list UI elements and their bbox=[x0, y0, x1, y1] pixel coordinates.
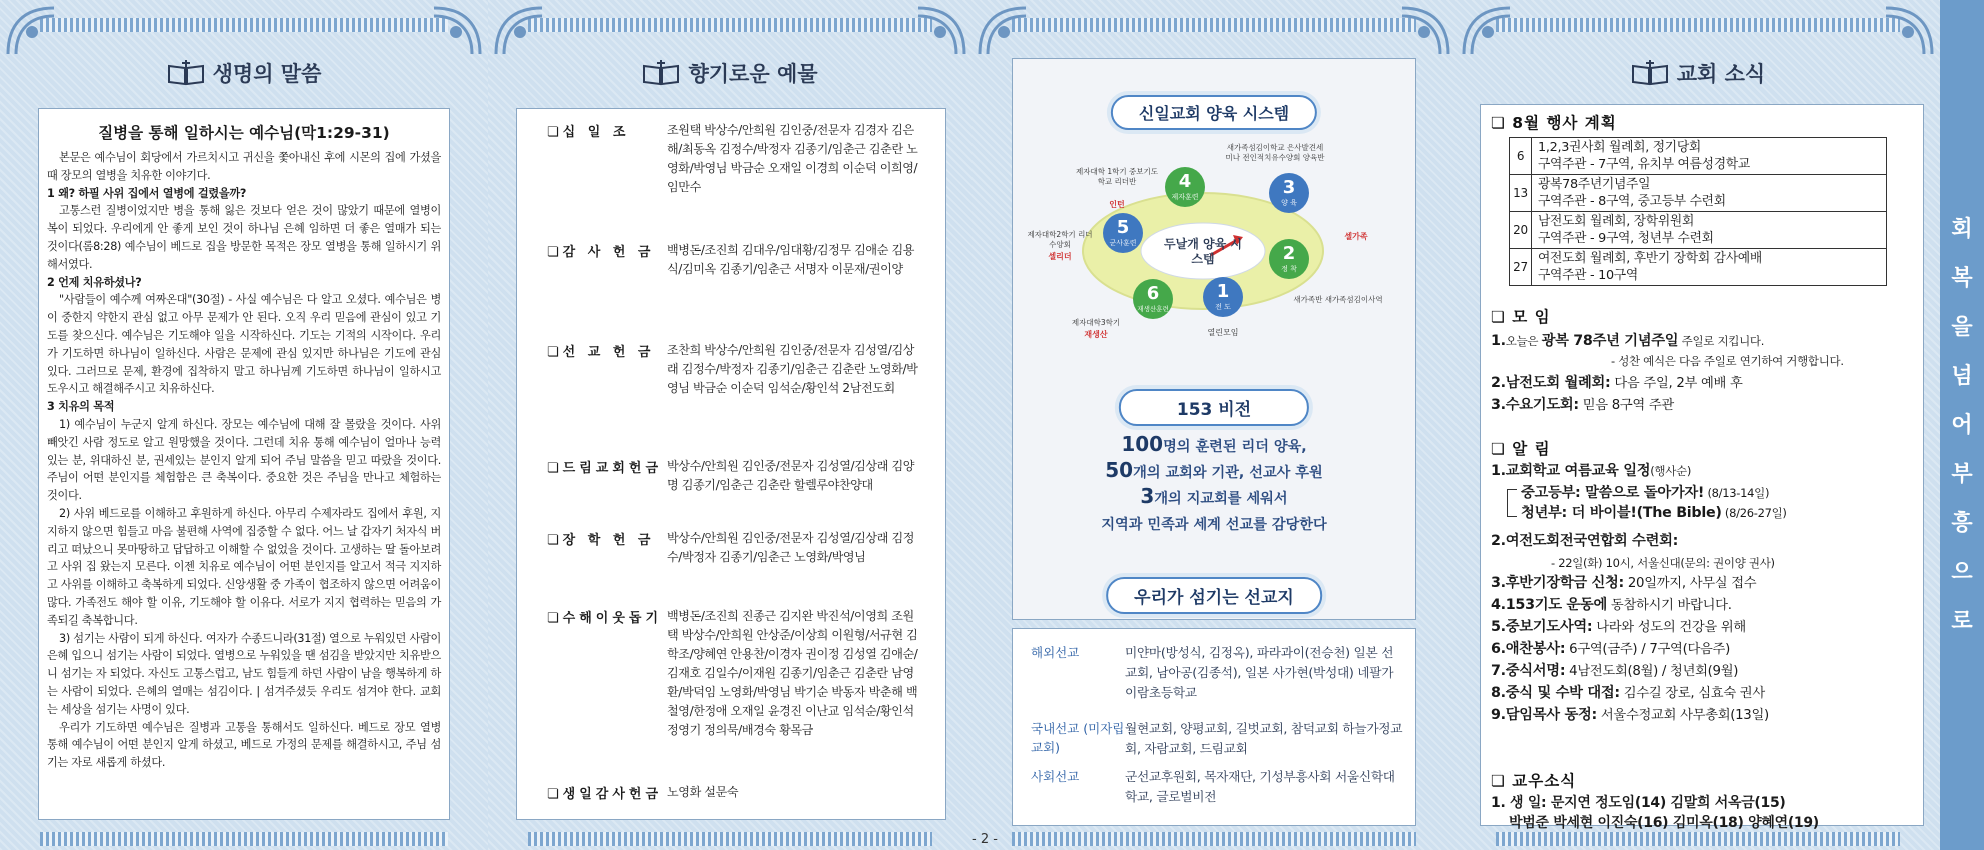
panel-title-text: 향기로운 예물 bbox=[688, 62, 818, 86]
vision-title: 153 비전 bbox=[1119, 389, 1309, 426]
panel-title-text: 생명의 말씀 bbox=[212, 62, 322, 86]
meeting-part: 남전도회 월례회: bbox=[1505, 375, 1611, 391]
panel-title-text: 교회 소식 bbox=[1676, 62, 1766, 86]
event-row bbox=[1510, 212, 1887, 249]
sermon-paragraph: 고통스런 질병이었지만 병을 통해 잃은 것보다 얻은 것이 많았기 때문에 열병이 복이 되었다. 우리에게 안 좋게 보인 것이 하나님 은혜 임하면 더 좋은 열매가 되는 것이다(롬8:28) 예수님이 베드로 집을 방문한 목적은 장모 열병을 통해 일하시기 위해서였다. bbox=[47, 204, 441, 271]
event-day: 6 bbox=[1510, 138, 1532, 175]
staff-heading: ❏ 교우소식 bbox=[1491, 772, 1577, 790]
step-name: 군사훈련 bbox=[1109, 239, 1137, 247]
side-banner-char: 흥 bbox=[1951, 510, 1973, 536]
events-heading: ❏ 8월 행사 계획 bbox=[1491, 114, 1617, 132]
offering-label: ❏십 일 조 bbox=[547, 125, 630, 140]
bible-icon bbox=[642, 60, 680, 86]
bible-icon bbox=[1631, 60, 1669, 86]
vision-text-part: 개의 지교회를 세워서 bbox=[1154, 491, 1288, 507]
notice-title: 5.중보기도사역: bbox=[1491, 619, 1593, 635]
vision-number: 100 bbox=[1121, 432, 1164, 456]
offering-row bbox=[547, 607, 925, 740]
notice-detail: 4남전도회(8월) / 청년회(9월) bbox=[1565, 664, 1739, 679]
caption-step5: 제자대학2학기 리더수양회 bbox=[1027, 230, 1093, 249]
panel-church-news bbox=[1456, 0, 1940, 850]
offering-row bbox=[547, 529, 925, 567]
vision-text bbox=[1013, 433, 1415, 537]
vision-text-part: 개의 교회와 기관, 선교사 후원 bbox=[1133, 465, 1323, 481]
notice-detail: 나라와 성도의 건강을 위해 bbox=[1592, 620, 1746, 635]
event-line: 1,2,3권사회 월례회, 정기당회 bbox=[1538, 140, 1701, 155]
event-line: 구역주관 - 8구역, 중고등부 수련회 bbox=[1538, 194, 1726, 209]
meeting-part: 3. bbox=[1491, 397, 1506, 413]
events-table bbox=[1509, 137, 1887, 286]
meeting-part: 수요기도회: bbox=[1505, 397, 1579, 413]
meeting-part: 주일로 지킵니다. bbox=[1678, 334, 1765, 348]
sermon-section-heading: 3 치유의 목적 bbox=[47, 400, 115, 414]
offering-label: ❏감 사 헌 금 bbox=[547, 245, 655, 260]
offering-names: 노영화 설문숙 bbox=[667, 785, 739, 799]
sermon-body bbox=[47, 149, 441, 772]
step-number: 6 bbox=[1146, 283, 1160, 304]
system-title: 신일교회 양육 시스템 bbox=[1111, 95, 1317, 130]
sermon-paragraph: 1) 예수님이 누군지 알게 하신다. 장모는 예수님에 대해 잘 몰랐을 것이다. 사위 빼앗긴 사람 정도로 알고 원망했을 것이다. 그런데 치유 통해 예수님이 얼마나 능력있는 분, 위대하신 분, 권세있는 분인지 알게 되어 주님 말씀을 믿고 따랐을 것이다. 주님이 어떤 분인지를 체험함은 큰 축복이다. 중요한 것은 주님을 만나고 체험하는 것이다. bbox=[47, 417, 441, 503]
panel-word-of-life bbox=[0, 0, 488, 850]
side-banner-char: 회 bbox=[1951, 216, 1973, 242]
step-number: 1 bbox=[1216, 281, 1230, 302]
vision-text-part: 지역과 민족과 세계 선교를 감당한다 bbox=[1101, 517, 1327, 533]
side-banner bbox=[1940, 0, 1984, 850]
notice-line bbox=[1491, 661, 1738, 682]
offering-names: 조찬희 박상수/안희원 김인중/전문자 김성열/김상래 김정수/박정자 김종기/임춘근 김춘란 노영화/박영님 박금순 이순덕 임석순/황인석 2남전도회 bbox=[667, 343, 918, 395]
notice-title: 청년부: 더 바이블!(The Bible) bbox=[1521, 505, 1722, 521]
meeting-part: 2. bbox=[1491, 375, 1506, 391]
event-day: 20 bbox=[1510, 212, 1532, 249]
notice-title: 1.교회학교 여름교육 일정 bbox=[1491, 463, 1651, 479]
notice-detail: (8/13-14일) bbox=[1704, 486, 1770, 500]
event-line: 구역주관 - 10구역 bbox=[1538, 268, 1638, 283]
step-1 bbox=[1203, 282, 1243, 312]
notice-line bbox=[1521, 483, 1769, 504]
meeting-part: 오늘은 bbox=[1505, 334, 1542, 348]
offering-names: 박상수/안희원 김인중/전문자 김성열/김상래 김정수/박정자 김종기/임춘근 노영화/박영님 bbox=[667, 531, 915, 564]
step-2 bbox=[1269, 244, 1309, 274]
caption-step1: 열린모임 bbox=[1207, 328, 1239, 337]
event-line: 여전도회 월례회, 후반기 장학회 감사예배 bbox=[1538, 251, 1762, 266]
panel-title bbox=[488, 58, 972, 88]
offering-row bbox=[547, 121, 925, 197]
offering-label: ❏수해이웃돕기 bbox=[547, 611, 663, 626]
meeting-line bbox=[1491, 373, 1743, 394]
offering-row bbox=[547, 457, 925, 495]
notice-line bbox=[1491, 573, 1756, 594]
side-banner-char: 로 bbox=[1951, 608, 1973, 634]
vision-line bbox=[1013, 485, 1415, 511]
notice-line bbox=[1491, 639, 1730, 660]
mission-title: 우리가 섬기는 선교지 bbox=[1106, 577, 1322, 614]
page-number: - 2 - bbox=[972, 832, 998, 847]
corner-ornament bbox=[976, 4, 1030, 58]
corner-ornament bbox=[1460, 4, 1514, 58]
vision-line bbox=[1013, 433, 1415, 459]
step-name: 정 착 bbox=[1281, 265, 1297, 273]
corner-ornament bbox=[430, 4, 484, 58]
side-banner-char: 넘 bbox=[1951, 363, 1973, 389]
offering-names: 박상수/안희원 김인중/전문자 김성열/김상래 김양명 김종기/임춘근 김춘란 할렐루야찬양대 bbox=[667, 459, 915, 492]
mission-list: 월현교회, 양평교회, 길벗교회, 참덕교회 하늘가정교회, 자람교회, 드림교회 bbox=[1125, 721, 1403, 756]
event-detail bbox=[1532, 249, 1887, 286]
notice-title: 8.중식 및 수박 대접: bbox=[1491, 685, 1620, 701]
notice-detail: (행사순) bbox=[1650, 464, 1692, 478]
mission-box bbox=[1012, 628, 1416, 826]
notice-detail: 김수길 장로, 심효숙 권사 bbox=[1619, 686, 1765, 701]
mission-list: 군선교후원회, 목자재단, 기성부흥사회 서울신학대학교, 글로벌비전 bbox=[1125, 769, 1395, 804]
panel-discipleship bbox=[972, 0, 1456, 850]
step-name: 전 도 bbox=[1215, 303, 1231, 311]
notice-title: 9.담임목사 동정: bbox=[1491, 707, 1597, 723]
caption-step6: 제자대학3학기 bbox=[1071, 318, 1121, 327]
mission-row bbox=[1031, 643, 1405, 703]
notice-title: 2.여전도회전국연합회 수련회: bbox=[1491, 533, 1679, 549]
offering-row bbox=[547, 341, 925, 398]
notice-line bbox=[1551, 553, 1775, 573]
side-banner-char: 복 bbox=[1951, 265, 1973, 291]
meeting-part: 1. bbox=[1491, 333, 1506, 349]
notice-line bbox=[1491, 531, 1678, 552]
meeting-part: 광복 78주년 기념주일 bbox=[1541, 333, 1679, 349]
mission-row bbox=[1031, 767, 1405, 807]
notice-line bbox=[1521, 503, 1787, 524]
notice-detail: (8/26-27일) bbox=[1721, 506, 1787, 520]
corner-ornament bbox=[492, 4, 546, 58]
sermon-paragraph: 우리가 기도하면 예수님은 질병과 고통을 통해서도 일하신다. 베드로 장모 열병 통해 예수님이 어떤 분인지 알게 하셨고, 베드로 가정의 문제를 해결하시고, 주님 섬기는 자로 새롭게 하셨다. bbox=[47, 720, 441, 770]
meeting-part: - 성찬 예식은 다음 주일로 연기하여 거행합니다. bbox=[1611, 354, 1844, 368]
notices-heading: ❏ 알 림 bbox=[1491, 440, 1551, 458]
bracket-decoration bbox=[1507, 489, 1517, 517]
sermon-paragraph: "사람들이 예수께 여짜온대"(30절) - 사실 예수님은 다 알고 오셨다. 예수님은 병이 중한지 약한지 관심 없고 아무 문제가 안 된다. 오직 우리 믿음에 관심이 있고 기도를 찾으신다. 예수님은 기도해야 일을 시작하신다. 기도는 기적의 시작이다. 우리가 기도하면 하나님이 일하신다. 사람은 문제에 관심 있지만 하나님은 기도에 관심 있다. 그러므로 문제, 환경에 집착하지 말고 하나님께 기도하면 하나님이 일하시고 도우시고 해결해주시고 치유하신다. bbox=[47, 293, 441, 396]
corner-ornament bbox=[914, 4, 968, 58]
notice-title: 7.중식서명: bbox=[1491, 663, 1566, 679]
vision-line bbox=[1013, 511, 1415, 537]
notice-line bbox=[1491, 705, 1769, 726]
mission-category: 국내선교 (미자립교회) bbox=[1031, 721, 1125, 755]
vision-line bbox=[1013, 459, 1415, 485]
caption-step5-role: 셀리더 bbox=[1048, 252, 1072, 261]
step-6 bbox=[1133, 284, 1173, 313]
corner-ornament bbox=[1882, 4, 1936, 58]
event-day: 27 bbox=[1510, 249, 1532, 286]
step-5 bbox=[1103, 218, 1143, 248]
offering-row bbox=[547, 783, 925, 802]
panel-title bbox=[1456, 58, 1940, 88]
meetings-heading: ❏ 모 임 bbox=[1491, 308, 1551, 326]
mission-category: 해외선교 bbox=[1031, 645, 1080, 660]
meeting-part: 다음 주일, 2부 예배 후 bbox=[1610, 376, 1743, 391]
notice-title: 6.애찬봉사: bbox=[1491, 641, 1566, 657]
notice-line bbox=[1491, 461, 1691, 482]
offering-names: 백병돈/조진희 진종근 김지완 박진석/이영희 조원택 박상수/안희원 안상준/이상희 이원형/서규현 김학조/양혜연 안용찬/이경자 권이정 김성열 김애순/김재호 김일수/이재원 김종기/임춘근 김춘란 남영환/박덕임 노영화/박영님 박기순 박동자 박춘해 백철영/한정애 오재일 윤경진 이난교 임석순/황인석 정영기 정의묵/배경숙 황목금 bbox=[667, 609, 918, 737]
panel-title bbox=[0, 58, 488, 88]
side-banner-char: 부 bbox=[1951, 461, 1973, 487]
sermon-paragraph: 2) 사위 베드로를 이해하고 후원하게 하신다. 아무리 수제자라도 집에서 후원, 지지하지 않으면 힘들고 마음 불편해 사역에 집중할 수 없다. 어느 날 갑자기 처자식 버리고 떠났으니 못마땅하고 답답하고 이해할 수 없었을 것이다. 고생하는 딸 돌아보려고 사위 집 왔는지 모른다. 이젠 치유로 예수님이 어떤 분인지를 알고서 적극 지지하고 사위를 이해하고 축복하게 되었다. 신앙생활 중 가족이 협조하지 않으면 어려움이 많다. 가족전도 해야 할 이유, 기도해야 할 이유다. 서로가 지지 협력하는 믿음의 가족되길 축복합니다. bbox=[47, 506, 441, 627]
notice-detail: 서울수정교회 사무총회(13일) bbox=[1596, 708, 1769, 723]
step-3 bbox=[1269, 178, 1309, 208]
news-box bbox=[1480, 104, 1924, 831]
event-detail bbox=[1532, 138, 1887, 175]
corner-ornament bbox=[1398, 4, 1452, 58]
notice-line bbox=[1491, 683, 1765, 704]
notice-title: 중고등부: 말씀으로 돌아가자! bbox=[1521, 485, 1705, 501]
event-line: 구역주관 - 9구역, 청년부 수련회 bbox=[1538, 231, 1714, 246]
meeting-line bbox=[1491, 331, 1764, 352]
sermon-section-heading: 1 왜? 하필 사위 집에서 열병에 걸렸을까? bbox=[47, 186, 247, 200]
event-line: 광복78주년기념주일 bbox=[1538, 177, 1651, 192]
notice-line bbox=[1491, 617, 1746, 638]
corner-ornament bbox=[4, 4, 58, 58]
event-row bbox=[1510, 249, 1887, 286]
vision-number: 3 bbox=[1140, 484, 1155, 508]
offering-row bbox=[547, 241, 925, 279]
event-line: 남전도회 월례회, 장학위원회 bbox=[1538, 214, 1695, 229]
caption-step6-role: 재생산 bbox=[1084, 330, 1108, 339]
sermon-section-heading: 2 언제 치유하셨나? bbox=[47, 275, 142, 289]
event-detail bbox=[1532, 175, 1887, 212]
notice-detail: 20일까지, 사무실 접수 bbox=[1623, 576, 1757, 591]
step-name: 제자훈련 bbox=[1171, 193, 1199, 201]
offering-label: ❏선 교 헌 금 bbox=[547, 345, 655, 360]
sermon-box bbox=[38, 108, 450, 820]
meeting-line bbox=[1491, 395, 1674, 416]
caption-step3: 새가족섬김이학교 은사발견세미나 전인적치유수양회 양육반 bbox=[1225, 143, 1325, 162]
system-box bbox=[1012, 58, 1416, 620]
notice-detail: - 22일(화) 10시, 서울신대(문의: 권이양 권사) bbox=[1551, 556, 1775, 570]
event-row bbox=[1510, 138, 1887, 175]
vision-text-part: 명의 훈련된 리더 양육, bbox=[1163, 439, 1307, 455]
event-row bbox=[1510, 175, 1887, 212]
mission-list: 미얀마(방성식, 김정옥), 파라과이(전승천) 일본 선교회, 남아공(김종석), 일본 사가현(박성대) 네팔가이람초등학교 bbox=[1125, 645, 1394, 700]
caption-step2-role: 셀가족 bbox=[1344, 232, 1368, 241]
event-day: 13 bbox=[1510, 175, 1532, 212]
sermon-paragraph: 본문은 예수님이 회당에서 가르치시고 귀신을 쫓아내신 후에 시몬의 집에 가셨을 때 장모의 열병을 치유한 이야기다. bbox=[47, 151, 441, 182]
offering-names: 조원택 박상수/안희원 김인중/전문자 김경자 김은해/최동옥 김정수/박정자 김종기/임춘근 김춘란 노영화/박영님 박금순 오재일 이경희 이순덕 이희영/임만수 bbox=[667, 123, 918, 194]
event-line: 구역주관 - 7구역, 유치부 여름성경학교 bbox=[1538, 157, 1750, 172]
step-number: 4 bbox=[1178, 171, 1192, 192]
caption-step2: 새가족반 새가족섬김이사역 bbox=[1293, 295, 1383, 304]
step-name: 재생산훈련 bbox=[1137, 305, 1169, 313]
system-center-label: 두날개 양육 시스템 bbox=[1164, 237, 1242, 266]
mission-row bbox=[1031, 719, 1405, 759]
staff-line: 박범준 박세현 이진숙(16) 김미옥(18) 양혜연(19) bbox=[1509, 815, 1819, 831]
sermon-title: 질병을 통해 일하시는 예수님(막1:29-31) bbox=[98, 124, 390, 142]
caption-step4: 제자대학 1학기 중보기도학교 리더반 bbox=[1076, 167, 1158, 186]
side-banner-char: 어 bbox=[1951, 412, 1973, 438]
notice-line bbox=[1491, 595, 1732, 616]
offering-label: ❏장 학 헌 금 bbox=[547, 533, 655, 548]
step-number: 3 bbox=[1282, 177, 1296, 198]
offering-label: ❏드림교회헌금 bbox=[547, 461, 663, 476]
notice-detail: 동참하시기 바랍니다. bbox=[1606, 598, 1732, 613]
step-name: 양 육 bbox=[1281, 199, 1297, 207]
offerings-box bbox=[516, 108, 946, 820]
vision-number: 50 bbox=[1105, 458, 1134, 482]
step-number: 2 bbox=[1282, 243, 1296, 264]
side-banner-char: 으 bbox=[1951, 559, 1973, 585]
step-number: 5 bbox=[1116, 217, 1130, 238]
offering-label: ❏생일감사헌금 bbox=[547, 787, 663, 802]
notice-detail: 6구역(금주) / 7구역(다음주) bbox=[1565, 642, 1730, 657]
step-4 bbox=[1165, 172, 1205, 202]
meeting-line bbox=[1611, 351, 1844, 371]
caption-step4-role: 인턴 bbox=[1109, 200, 1125, 209]
panel-offerings bbox=[488, 0, 972, 850]
notice-title: 3.후반기장학금 신청: bbox=[1491, 575, 1624, 591]
staff-line: 1. 생 일: 문지연 정도임(14) 김말희 서옥금(15) bbox=[1491, 795, 1786, 811]
mission-category: 사회선교 bbox=[1031, 769, 1080, 784]
event-detail bbox=[1532, 212, 1887, 249]
bible-icon bbox=[167, 60, 205, 86]
side-banner-char: 을 bbox=[1951, 314, 1973, 340]
notice-title: 4.153기도 운동에 bbox=[1491, 597, 1607, 613]
meeting-part: 믿음 8구역 주관 bbox=[1578, 398, 1674, 413]
sermon-paragraph: 3) 섬기는 사람이 되게 하신다. 여자가 수종드니라(31절) 열으로 누워있던 사람이 은혜 입으니 섬기는 사람이 되었다. 열병으로 누워있을 땐 섬김을 받았지만 치유받으니 섬기는 자 되었다. 자신도 고통스럽고, 남도 힘들게 하던 사람이 남을 행복하게 하는 사람이 되었다. 은혜의 열매는 섬김이다. | 섬겨주셨듯 우리도 섬겨야 한다. 교회는 세상을 섬기는 사명이 있다. bbox=[47, 631, 441, 716]
offering-names: 백병돈/조진희 김대우/임대황/김정무 김애순 김용식/김미옥 김종기/임춘근 서명자 이문재/권이양 bbox=[667, 243, 915, 276]
